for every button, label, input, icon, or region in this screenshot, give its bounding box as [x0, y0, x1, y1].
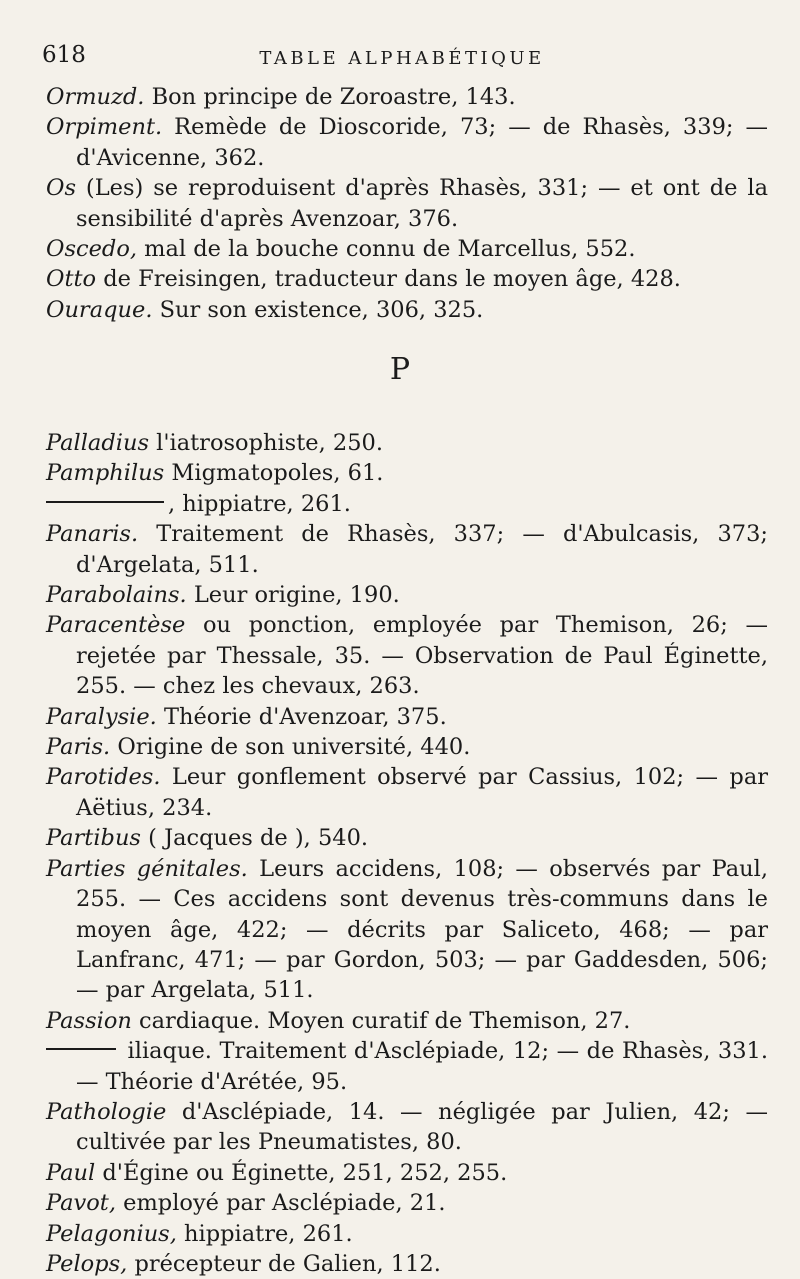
index-text: Leur origine, 190. [186, 582, 400, 609]
index-text: mal de la bouche connu de Marcellus, 552. [137, 236, 636, 263]
index-text: Leurs accidens, 108; — observés par Paul, 255. — Ces accidens sont devenus très-communs dans le moyen âge, 422; — décrits par Saliceto, 468; — par Lanfranc, 471; — par Gordon, 503; — par Gaddesden, 506; — par Argelata, 511. [76, 855, 768, 1004]
index-term: Orpiment. [46, 114, 163, 141]
index-entry [46, 823, 768, 853]
index-text: cardiaque. Moyen curatif de Themison, 27. [131, 1007, 631, 1034]
index-term: Paralysie. [46, 703, 157, 730]
index-term: Panaris. [46, 521, 139, 548]
index-text: , hippiatre, 261. [168, 490, 351, 517]
page-number: 618 [42, 42, 86, 68]
index-term: Oscedo, [46, 236, 138, 263]
index-entry [46, 234, 768, 264]
index-term: Parties génitales. [46, 855, 248, 882]
index-entry [46, 112, 768, 173]
index-term: Parabolains. [46, 582, 187, 609]
index-term: Pavot, [46, 1190, 116, 1217]
index-term: Paracentèse [46, 612, 186, 639]
index-text: Traitement de Rhasès, 337; — d'Abulcasis, 373; d'Argelata, 511. [76, 521, 768, 578]
index-term: Passion [46, 1007, 132, 1034]
index-entry [46, 1097, 768, 1158]
index-term: Paris. [46, 734, 111, 761]
index-text: Origine de son université, 440. [110, 734, 471, 761]
index-entry [46, 1188, 768, 1218]
index-entry [46, 580, 768, 610]
index-entry [46, 519, 768, 580]
index-entry [46, 264, 768, 294]
index-section-o [46, 82, 768, 325]
ditto-dash [46, 501, 164, 503]
index-text: Remède de Dioscoride, 73; — de Rhasès, 339; — d'Avicenne, 362. [76, 114, 768, 171]
index-text: ( Jacques de ), 540. [140, 825, 369, 852]
index-term: Parotides. [46, 764, 161, 791]
index-entry [46, 295, 768, 325]
index-entry [46, 1249, 768, 1279]
index-entry [46, 702, 768, 732]
index-entry [46, 173, 768, 234]
index-entry [46, 428, 768, 458]
index-text: Bon principe de Zoroastre, 143. [144, 84, 516, 110]
index-entry [46, 82, 768, 112]
index-text: Leur gonflement observé par Cassius, 102; — par Aëtius, 234. [76, 764, 768, 821]
index-text: employé par Asclépiade, 21. [116, 1190, 446, 1217]
index-entry [46, 1158, 768, 1188]
index-term: Pelagonius, [46, 1220, 177, 1247]
index-text: Migmatopoles, 61. [164, 460, 384, 487]
index-entry [46, 854, 768, 1006]
index-entry [46, 1036, 768, 1097]
index-term: Partibus [46, 825, 141, 852]
index-term: Ormuzd. [46, 84, 145, 110]
index-text: l'iatrosophiste, 250. [149, 430, 383, 456]
ditto-dash [46, 1048, 116, 1050]
index-term: Paul [46, 1159, 96, 1186]
index-term: Pelops, [46, 1250, 128, 1277]
index-text: (Les) se reproduisent d'après Rhasès, 331; — et ont de la sensibilité d'après Avenzoar, 376. [76, 175, 768, 232]
section-letter: P [389, 352, 411, 387]
index-term: Os [46, 175, 76, 202]
index-entry [46, 732, 768, 762]
index-text: d'Asclépiade, 14. — négligée par Julien, 42; — cultivée par les Pneumatistes, 80. [76, 1098, 768, 1156]
index-term: Pathologie [46, 1098, 167, 1125]
index-entry [46, 610, 768, 701]
index-entry [46, 1006, 768, 1036]
index-term: Pamphilus [46, 460, 165, 487]
index-section-p [46, 428, 768, 1279]
index-entry [46, 1219, 768, 1249]
index-term: Ouraque. [46, 296, 153, 323]
index-text: Sur son existence, 306, 325. [152, 296, 484, 323]
index-text: ou ponction, employée par Themison, 26; — rejetée par Thessale, 35. — Observation de Paul Éginette, 255. — chez les chevaux, 263. [76, 612, 768, 700]
index-entry [46, 458, 768, 488]
page-header [42, 42, 762, 78]
index-text: d'Égine ou Éginette, 251, 252, 255. [95, 1159, 508, 1186]
index-term: Palladius [46, 430, 149, 456]
index-text: iliaque. Traitement d'Asclépiade, 12; — de Rhasès, 331. — Théorie d'Arétée, 95. [76, 1038, 768, 1095]
index-text: Théorie d'Avenzoar, 375. [156, 703, 447, 730]
index-entry [46, 762, 768, 823]
index-text: précepteur de Galien, 112. [127, 1250, 441, 1277]
index-entry [46, 489, 768, 519]
running-head: TABLE ALPHABÉTIQUE [259, 48, 545, 69]
index-text: de Freisingen, traducteur dans le moyen âge, 428. [96, 266, 681, 293]
index-text: hippiatre, 261. [176, 1220, 353, 1247]
index-term: Otto [46, 266, 97, 293]
